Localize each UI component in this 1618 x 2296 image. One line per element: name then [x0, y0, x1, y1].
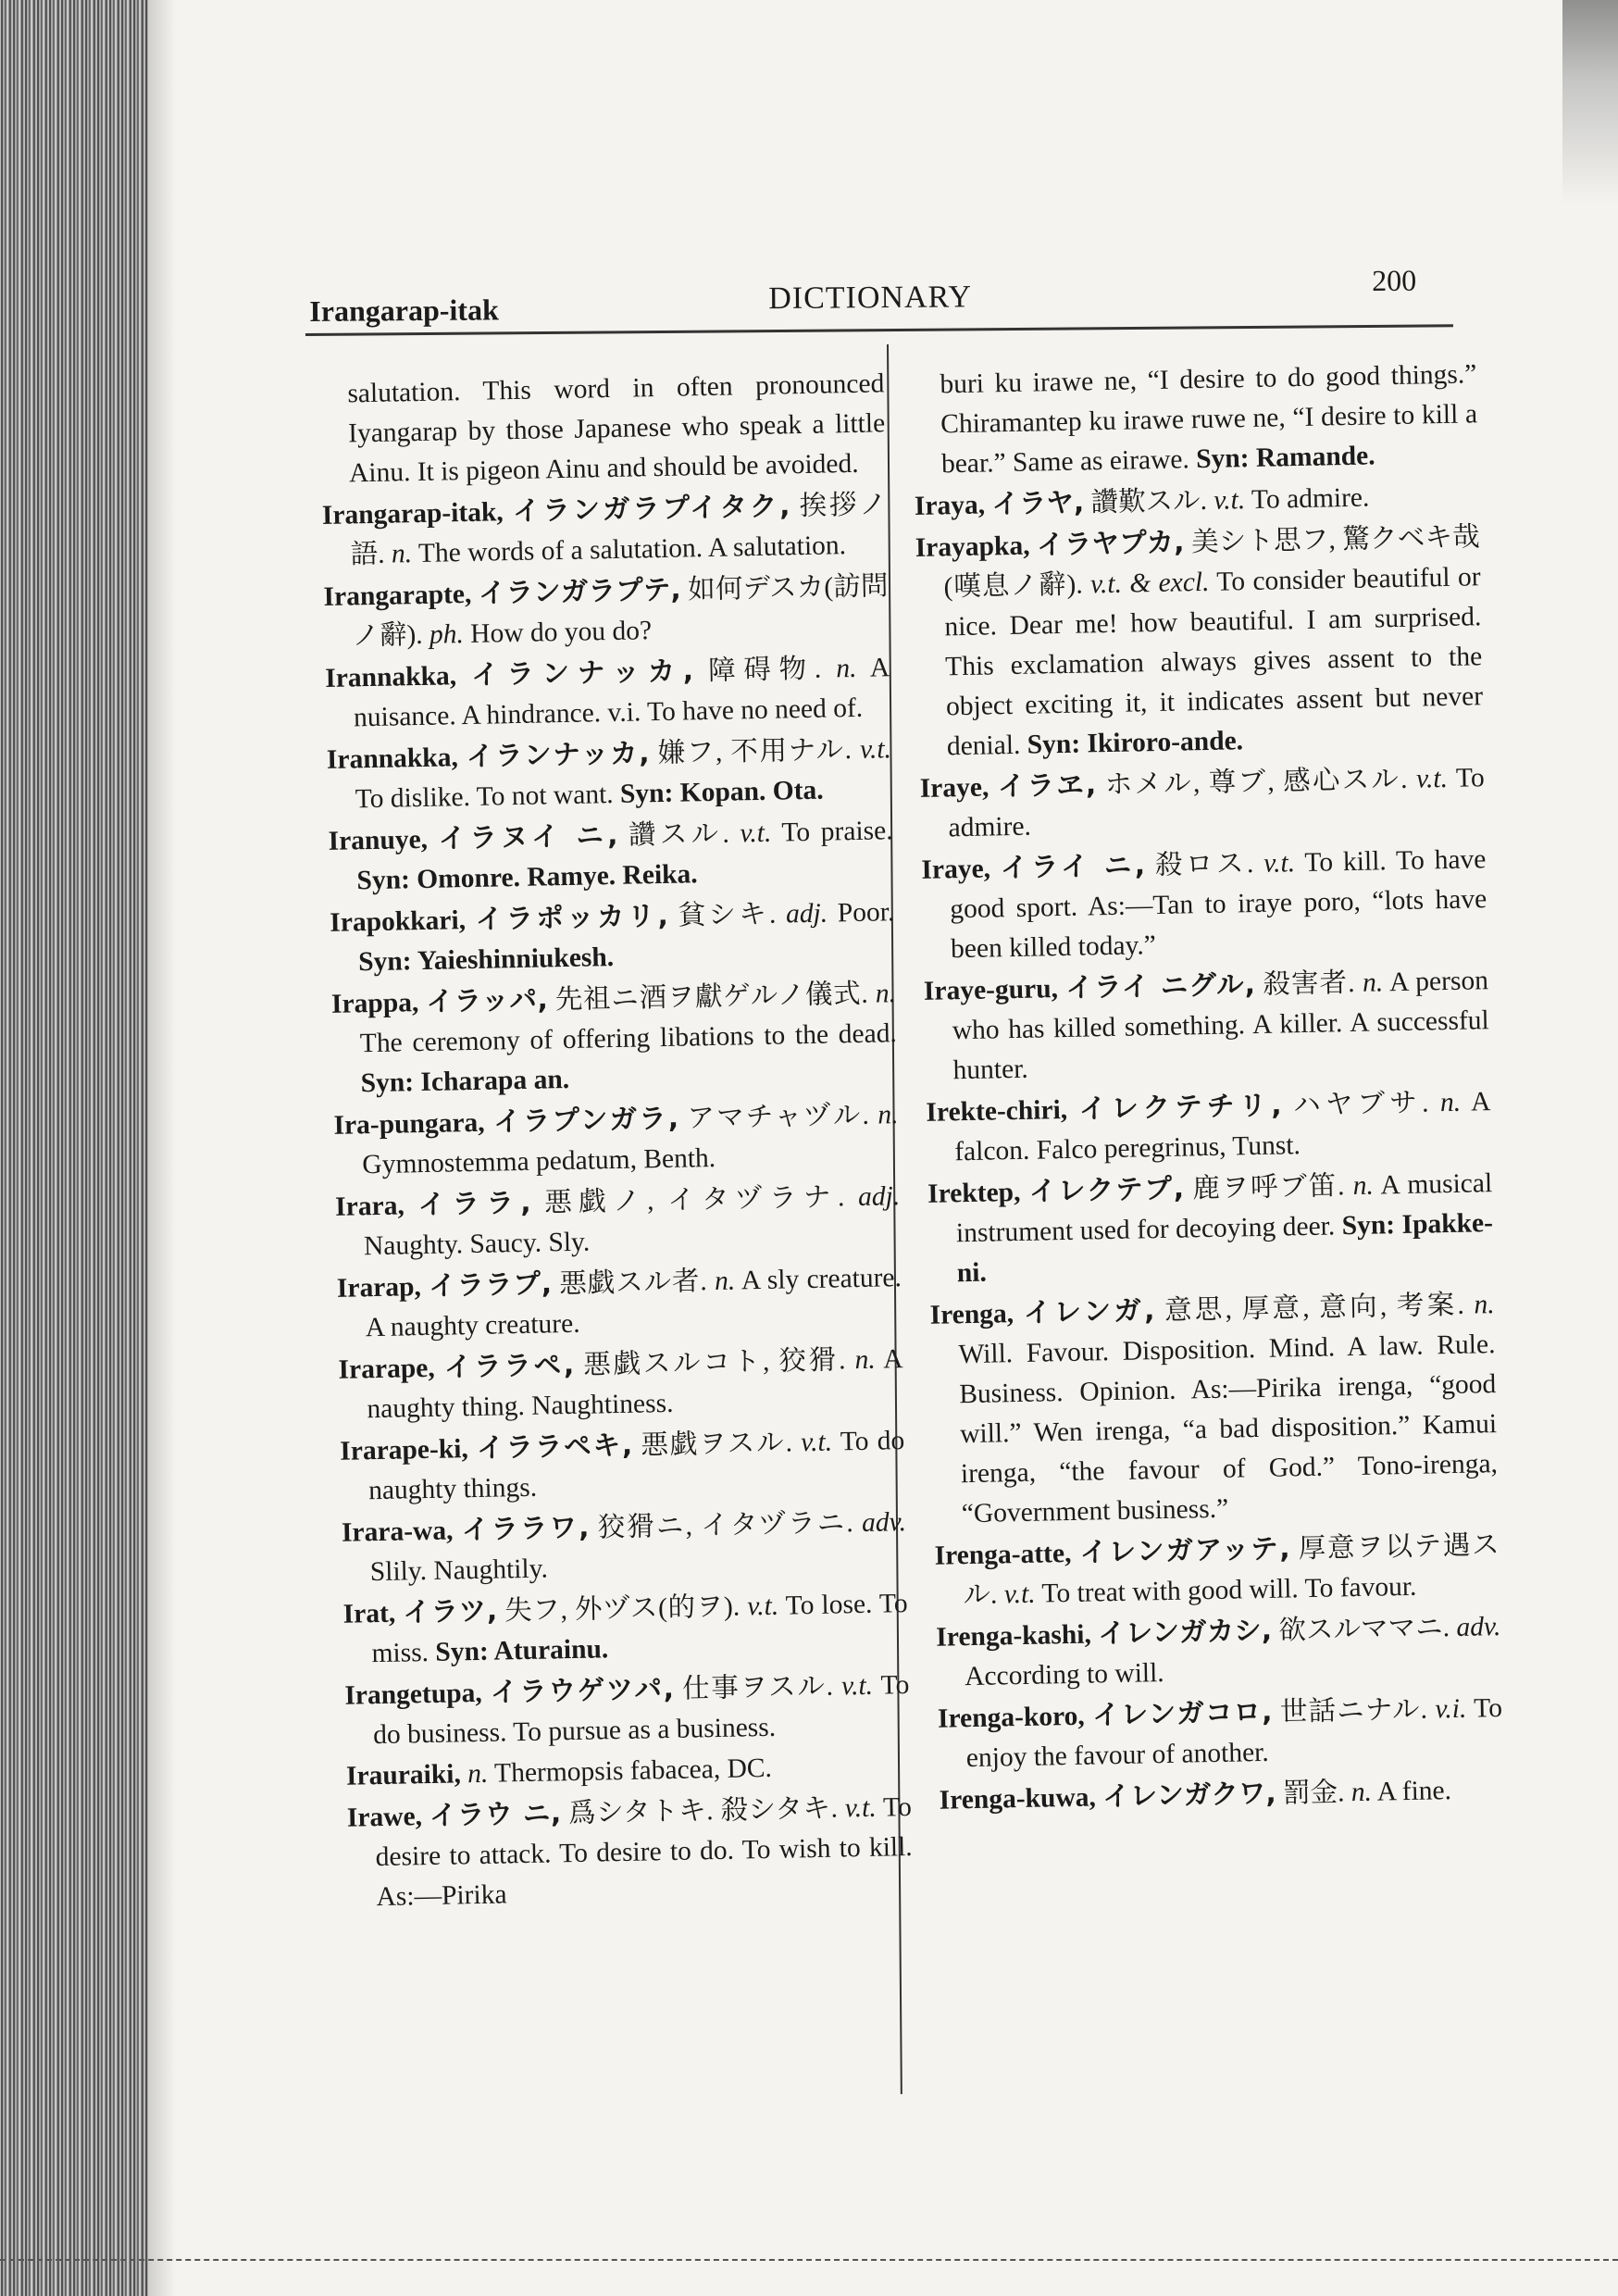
kana-reading: イレンガカシ, — [1097, 1614, 1273, 1650]
definition: A falcon. Falco peregrinus, Tunst. — [954, 1087, 1491, 1167]
japanese-gloss: アマチャヅル. — [687, 1100, 870, 1134]
japanese-gloss: ハヤブサ. — [1292, 1088, 1429, 1121]
kana-reading: イララ, — [417, 1186, 531, 1221]
definition: To kill. To have good sport. As:—Tan to iraye poro, “lots have been killed today.” — [949, 844, 1487, 965]
dictionary-entry — [324, 647, 891, 738]
part-of-speech: ph. — [429, 619, 465, 650]
definition: To do business. To pursue as a business. — [372, 1670, 910, 1751]
dictionary-entry — [927, 1163, 1494, 1293]
headword: Irenga-koro, — [937, 1701, 1086, 1734]
japanese-gloss: 讚歎スル. — [1090, 485, 1208, 518]
definition: A musical instrument used for decoying deer. — [955, 1168, 1493, 1249]
japanese-gloss: 美シト思フ, 驚クベキ哉(嘆息ノ辭). — [943, 522, 1480, 603]
kana-reading: イラヱ, — [997, 768, 1097, 803]
headword: Irannakka, — [324, 661, 457, 693]
definition: To dislike. To not want. — [355, 779, 614, 815]
definition: To treat with good will. To favour. — [1041, 1571, 1417, 1609]
kana-reading: イラヤ, — [991, 486, 1085, 520]
part-of-speech: v.t. — [1213, 485, 1246, 516]
part-of-speech: v.t. — [746, 1591, 779, 1622]
japanese-gloss: 殺ロス. — [1154, 849, 1254, 881]
definition: A naughty thing. Naughtiness. — [367, 1344, 903, 1425]
scan-bottom-edge — [0, 2259, 1618, 2261]
continuation-text: salutation. This word in often pronounced Iyangarap by those Japanese who speak a little Ainu. It is pigeon Ainu and should be avoided. — [347, 368, 886, 489]
book-binding-edge — [0, 0, 148, 2296]
headword: Irangarapte, — [323, 579, 472, 612]
page-header — [305, 261, 1453, 326]
headword: Irawe, — [346, 1802, 423, 1833]
japanese-gloss: ホメル, 尊ブ, 感心スル. — [1104, 764, 1408, 801]
headword: Iraya, — [914, 490, 986, 521]
kana-reading: イレンガコロ, — [1091, 1695, 1273, 1731]
dictionary-entry — [919, 757, 1486, 848]
part-of-speech: n. — [877, 1100, 899, 1130]
japanese-gloss: 嫌フ, 不用ナル. — [657, 735, 853, 769]
kana-reading: イライ ニグル, — [1065, 968, 1256, 1004]
dictionary-entry — [340, 1420, 906, 1511]
headword: Irarap, — [336, 1272, 422, 1304]
dictionary-entry — [334, 1176, 902, 1267]
kana-reading: イララワ, — [461, 1511, 590, 1546]
continuation-body: buri ku irawe ne, “I desire to do good things.” Chiramantep ku irawe ruwe ne, “I desire to kill a bear.” Same as eirawe. — [940, 359, 1478, 480]
part-of-speech: v.t. — [1003, 1578, 1036, 1610]
dictionary-entry — [342, 1583, 909, 1674]
headword: Irarape-ki, — [340, 1434, 469, 1466]
japanese-gloss: 挨拶ノ語. — [350, 490, 888, 570]
headword: Irappa, — [330, 988, 419, 1019]
dictionary-entry — [330, 973, 898, 1104]
kana-reading: イラヌイ ニ, — [438, 818, 618, 855]
definition: To desire to attack. To desire to do. To wish to kill. As:—Pirika — [375, 1792, 913, 1913]
headword: Irenga-atte, — [934, 1538, 1072, 1571]
headword: Irenga, — [929, 1299, 1014, 1330]
headword: Iraye-guru, — [923, 974, 1059, 1006]
dictionary-entry — [336, 1257, 903, 1348]
definition: Poor. — [837, 897, 895, 929]
part-of-speech: adj. — [785, 898, 828, 930]
dictionary-entry — [346, 1787, 914, 1917]
part-of-speech: v.t. — [844, 1792, 877, 1824]
headword: Irangarap-itak, — [321, 497, 504, 530]
part-of-speech: n. — [714, 1266, 736, 1296]
page-title: DICTIONARY — [768, 280, 973, 317]
definition: To do naughty things. — [367, 1426, 905, 1506]
headword: Irangetupa, — [344, 1678, 483, 1711]
kana-reading: イラウゲツパ, — [490, 1672, 675, 1708]
synonyms: Syn: Kopan. Ota. — [619, 775, 824, 809]
definition: To enjoy the favour of another. — [965, 1693, 1503, 1774]
part-of-speech: v.t. — [1263, 848, 1296, 879]
dictionary-entry — [923, 960, 1490, 1091]
definition: Gymnostemma pedatum, Benth. — [362, 1142, 716, 1180]
part-of-speech: adv. — [1456, 1612, 1501, 1642]
japanese-gloss: 仕事ヲスル. — [681, 1671, 834, 1704]
part-of-speech: n. — [1439, 1087, 1462, 1118]
part-of-speech: v.t. — [840, 1670, 874, 1702]
kana-reading: イラポッカリ, — [475, 899, 669, 935]
japanese-gloss: 殺害者. — [1263, 967, 1355, 1000]
synonyms: Syn: Ipakke-ni. — [956, 1208, 1494, 1289]
part-of-speech: n. — [1352, 1170, 1375, 1202]
headword: Irat, — [342, 1598, 396, 1629]
definition: To admire. — [1251, 482, 1370, 515]
dictionary-entry — [929, 1284, 1499, 1534]
kana-reading: イララペ, — [443, 1348, 575, 1383]
japanese-gloss: 悪戯ノ, イタヅラナ. — [544, 1182, 845, 1218]
kana-reading: イランナッカ, — [466, 737, 650, 773]
continuation-text — [940, 355, 1478, 484]
kana-reading: イラプンガラ, — [492, 1102, 679, 1138]
headword: Irekte-chiri, — [926, 1094, 1068, 1128]
japanese-gloss: 讚スル. — [628, 818, 730, 851]
part-of-speech: n. — [1362, 967, 1384, 998]
dictionary-entry — [344, 1665, 911, 1755]
right-column — [912, 355, 1504, 1821]
part-of-speech: n. — [835, 653, 857, 684]
dictionary-entry — [936, 1606, 1502, 1697]
part-of-speech: v.t. — [740, 817, 772, 849]
japanese-gloss: 欲スルママニ. — [1278, 1613, 1450, 1646]
definition: The ceremony of offering libations to the dead. — [359, 1018, 898, 1059]
kana-reading: イララプ, — [428, 1267, 553, 1302]
japanese-gloss: 貧シキ. — [678, 899, 777, 931]
kana-reading: イレンガクワ, — [1101, 1777, 1276, 1813]
kana-reading: イレクテチリ, — [1078, 1089, 1282, 1125]
headword: Iranuye, — [328, 824, 429, 856]
headword: Irapokkari, — [330, 905, 467, 938]
part-of-speech: n. — [467, 1758, 489, 1790]
definition: A nuisance. A hindrance. v.i. To have no need of. — [353, 653, 890, 733]
headword: Irannakka, — [326, 742, 459, 775]
page-corner-shadow — [1562, 0, 1618, 204]
definition: How do you do? — [469, 616, 653, 649]
kana-reading: イラヤプカ, — [1036, 526, 1185, 561]
part-of-speech: n. — [1350, 1777, 1373, 1808]
synonyms: Syn: Yaieshinniukesh. — [357, 942, 615, 978]
japanese-gloss: 意思, 厚意, 意向, 考案. — [1164, 1290, 1465, 1326]
kana-reading: イレンガアッテ, — [1079, 1532, 1290, 1568]
kana-reading: イライ ニ, — [1000, 849, 1146, 884]
kana-reading: イラウ ニ, — [429, 1797, 562, 1832]
kana-reading: イラッパ, — [426, 983, 549, 1017]
part-of-speech: adj. — [857, 1181, 901, 1212]
definition: The words of a salutation. A salutation. — [417, 530, 847, 568]
kana-reading: イラツ, — [402, 1594, 498, 1628]
japanese-gloss: 悪戯スル者. — [559, 1267, 708, 1300]
dictionary-entry — [937, 1688, 1504, 1778]
dictionary-entry — [328, 810, 894, 901]
japanese-gloss: 爲シタトキ. 殺シタキ. — [567, 1793, 839, 1829]
japanese-gloss: 悪戯ヲスル. — [641, 1428, 793, 1461]
kana-reading: イランナッカ, — [470, 655, 694, 691]
headword: Ira-pungara, — [333, 1107, 485, 1141]
dictionary-entry — [321, 484, 888, 575]
kana-reading: イレンガ, — [1023, 1294, 1155, 1329]
headword: Irenga-kuwa, — [939, 1782, 1097, 1816]
dictionary-entry — [333, 1094, 900, 1185]
japanese-gloss: 悪戯スルコト, 狡猾. — [582, 1345, 846, 1380]
part-of-speech: n. — [1474, 1290, 1495, 1320]
headword: Irauraiki, — [345, 1759, 462, 1791]
definition: A person who has killed something. A killer. A successful hunter. — [952, 966, 1489, 1086]
headword: Irayapka, — [915, 530, 1030, 563]
headword: Irarape, — [338, 1353, 435, 1385]
synonyms: Syn: Ramande. — [1195, 441, 1375, 475]
part-of-speech: v.t. & excl. — [1089, 567, 1210, 600]
dictionary-entry — [326, 729, 893, 819]
definition: A fine. — [1376, 1776, 1452, 1807]
definition: Will. Favour. Disposition. Mind. A law. Rule. Business. Opinion. As:—Pirika irenga, “good will.” Wen irenga, “a bad disposition.” Kamui irenga, “the favour of God.” Tono-irenga, “Government business.” — [958, 1329, 1499, 1529]
dictionary-entry — [926, 1081, 1492, 1172]
japanese-gloss: 失フ, 外ヅス(的ヲ). — [504, 1591, 741, 1627]
dictionary-entry — [338, 1339, 904, 1429]
dictionary-entry — [915, 517, 1484, 767]
part-of-speech: n. — [391, 539, 413, 569]
part-of-speech: n. — [854, 1344, 876, 1376]
synonyms: Syn: Omonre. Ramye. Reika. — [356, 859, 698, 896]
japanese-gloss: 先祖ニ酒ヲ獻ゲルノ儀式. — [554, 979, 869, 1016]
definition: To admire. — [948, 763, 1485, 843]
left-column — [319, 364, 914, 1918]
synonyms: Syn: Aturainu. — [435, 1634, 609, 1667]
part-of-speech: n. — [875, 979, 897, 1009]
dictionary-entry — [341, 1502, 908, 1592]
kana-reading: イララペキ, — [476, 1429, 633, 1464]
definition: Thermopsis fabacea, DC. — [493, 1753, 773, 1789]
definition: To consider beautiful or nice. Dear me! how beautiful. I am surprised. This exclamation always gives assent to the object exciting it, it indicates assent but never denial. — [944, 562, 1484, 762]
page-number: 200 — [1371, 263, 1417, 297]
part-of-speech: v.t. — [1415, 763, 1449, 794]
definition: According to will. — [964, 1658, 1164, 1692]
definition: Slily. Naughtily. — [369, 1554, 549, 1588]
definition: To lose. To miss. — [371, 1589, 908, 1669]
definition: A sly creature. A naughty creature. — [365, 1263, 902, 1343]
japanese-gloss: 厚意ヲ以テ遇スル. — [963, 1530, 1500, 1611]
dictionary-entry — [934, 1525, 1500, 1616]
headword: Iraye, — [919, 772, 989, 804]
dictionary-entry — [921, 839, 1487, 969]
japanese-gloss: 障碍物. — [707, 654, 822, 686]
japanese-gloss: 狡猾ニ, イタヅラニ. — [597, 1508, 853, 1543]
japanese-gloss: 鹿ヲ呼ブ笛. — [1192, 1171, 1345, 1204]
headword: Irara, — [334, 1191, 405, 1222]
part-of-speech: adv. — [861, 1507, 907, 1538]
headword: Irenga-kashi, — [936, 1619, 1092, 1653]
japanese-gloss: 如何デスカ(訪問ノ辭). — [352, 571, 889, 652]
japanese-gloss: 罰金. — [1282, 1778, 1345, 1809]
kana-reading: イレクテプ, — [1028, 1172, 1185, 1207]
kana-reading: イランガラプイタク, — [512, 490, 790, 528]
dictionary-entry — [330, 892, 896, 982]
definition: Naughty. Saucy. Sly. — [363, 1227, 591, 1262]
japanese-gloss: 世話ニナル. — [1279, 1694, 1428, 1728]
headword: Irara-wa, — [341, 1516, 454, 1548]
definition: To praise. — [781, 816, 893, 848]
headword: Iraye, — [921, 854, 991, 885]
running-head: Irangarap-itak — [309, 293, 499, 328]
part-of-speech: v.t. — [859, 734, 892, 765]
part-of-speech: v.t. — [800, 1427, 833, 1458]
kana-reading: イランガラプテ, — [478, 573, 682, 609]
headword: Irektep, — [927, 1177, 1021, 1209]
synonyms: Syn: Icharapa an. — [360, 1064, 570, 1099]
synonyms: Syn: Ikiroro-ande. — [1027, 726, 1244, 760]
part-of-speech: v.i. — [1435, 1693, 1467, 1725]
dictionary-entry — [323, 566, 890, 656]
